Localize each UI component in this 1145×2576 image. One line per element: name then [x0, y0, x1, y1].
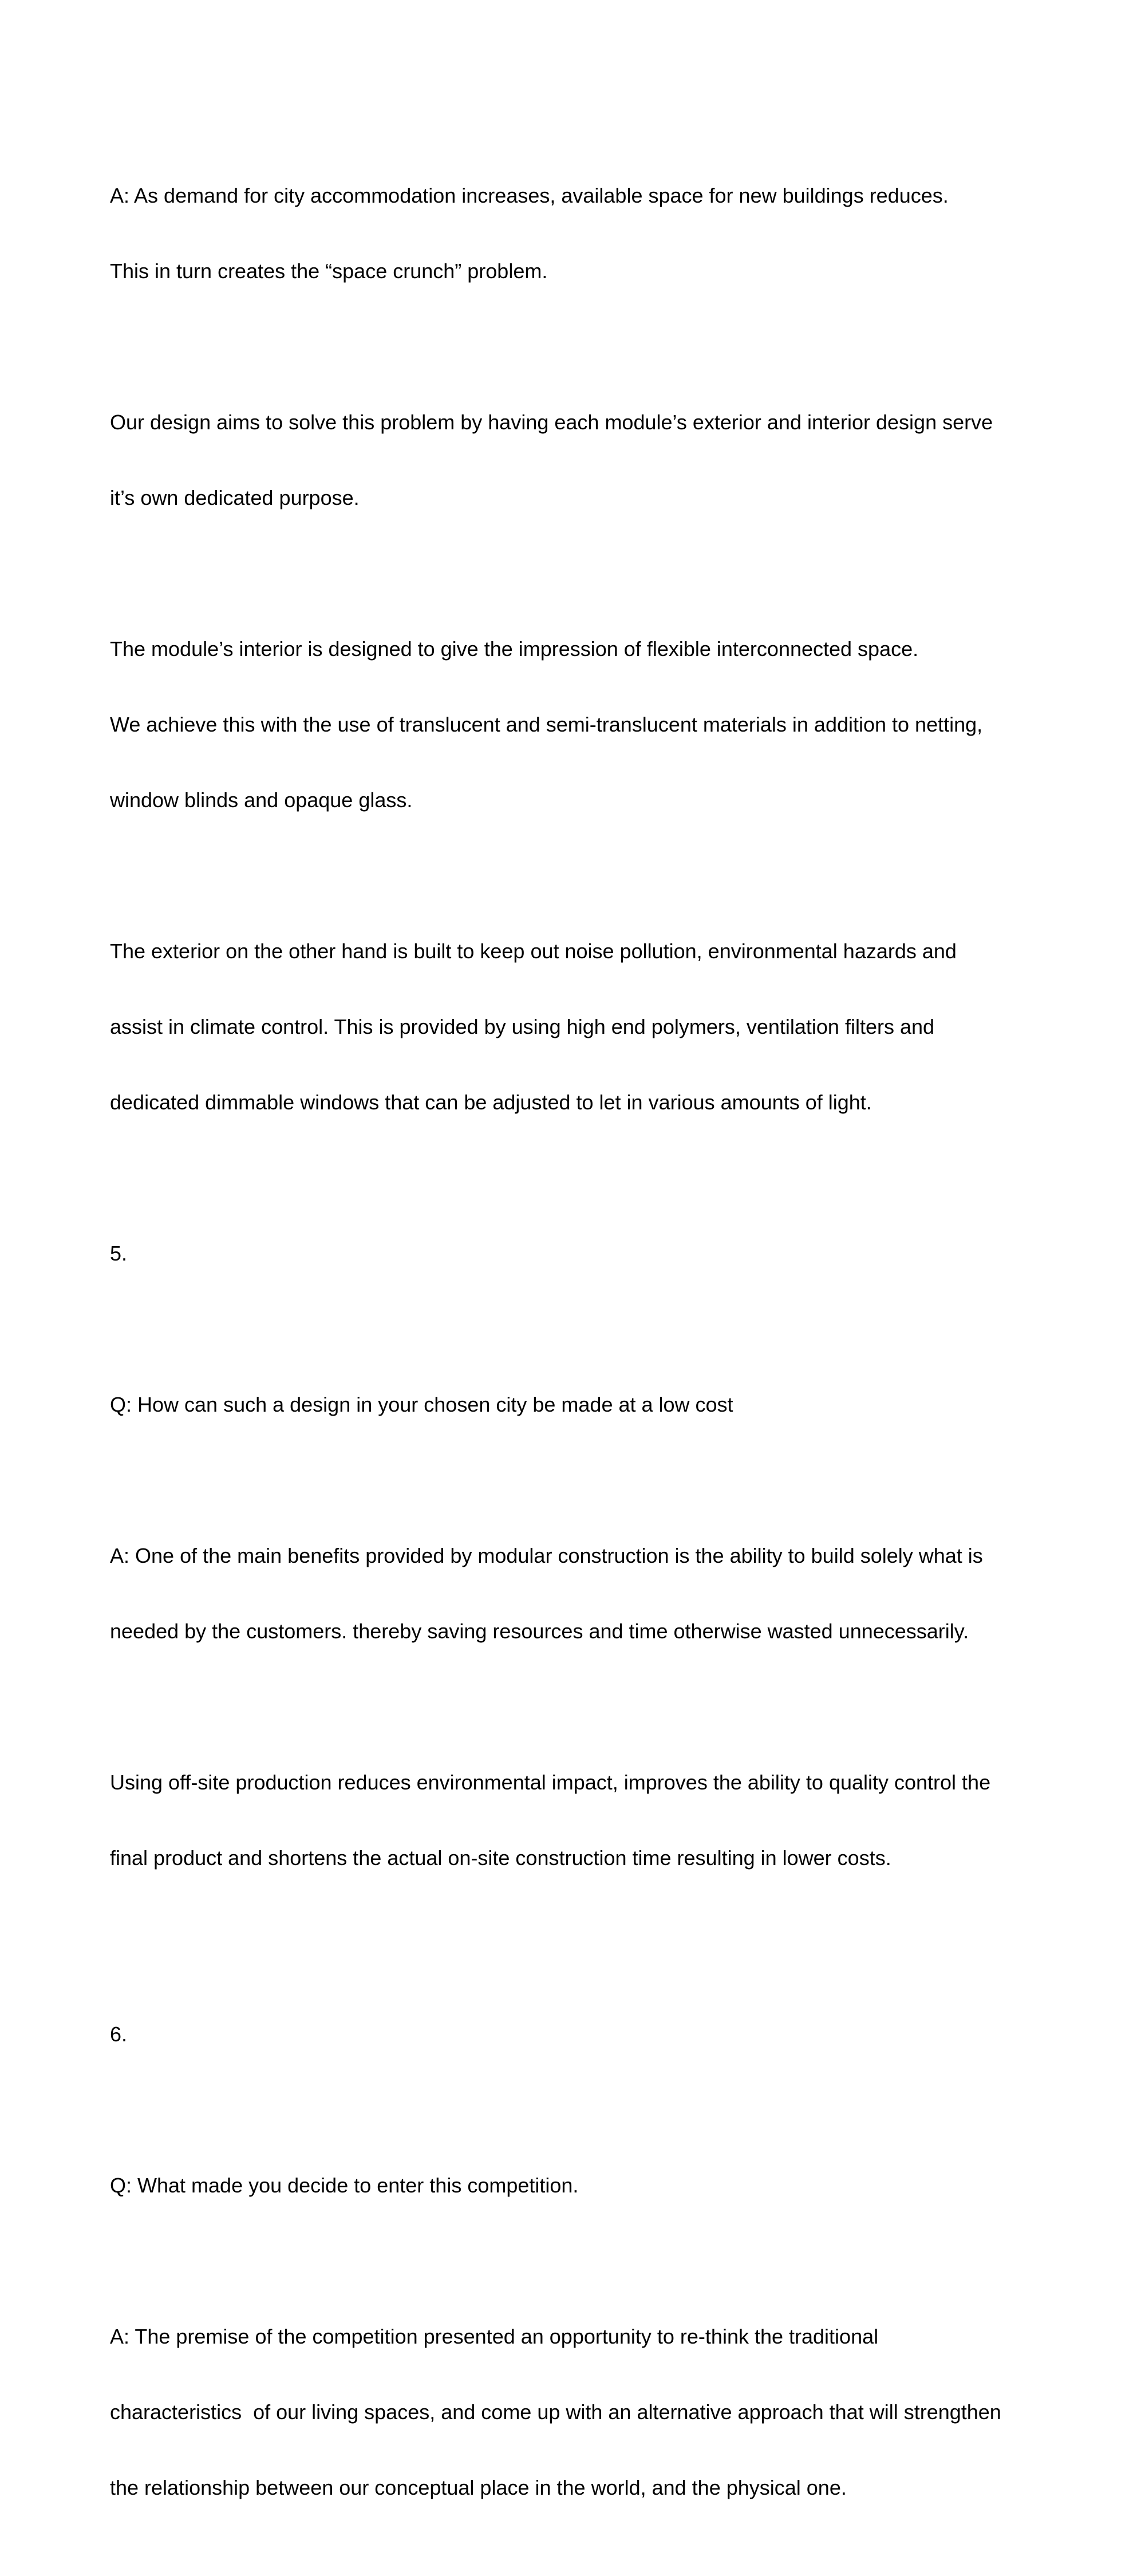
text-line: 5.	[110, 1242, 128, 1265]
text-line: A: As demand for city accommodation increases, available space for new buildings reduces.	[110, 184, 949, 207]
text-line: A: One of the main benefits provided by modular construction is the ability to build solely what is	[110, 1544, 983, 1567]
answer-exterior	[110, 888, 1049, 1165]
text-line: The exterior on the other hand is built to keep out noise pollution, environmental hazards and	[110, 939, 957, 963]
text-line: Q: What made you decide to enter this competition.	[110, 2174, 579, 2197]
text-line: assist in climate control. This is provided by using high end polymers, ventilation filters and	[110, 1015, 935, 1038]
answer-modular-benefits	[110, 1493, 1049, 1694]
text-line: We achieve this with the use of translucent and semi-translucent materials in addition to netting,	[110, 713, 983, 736]
question-competition	[110, 2123, 1049, 2249]
document-page	[110, 133, 1049, 2576]
text-line: Q: How can such a design in your chosen city be made at a low cost	[110, 1393, 733, 1416]
text-line: it’s own dedicated purpose.	[110, 486, 360, 509]
answer-interior	[110, 586, 1049, 863]
answer-off-site	[110, 1720, 1049, 1921]
section-number-6	[110, 1971, 1049, 2097]
text-line: Using off-site production reduces environmental impact, improves the ability to quality control the	[110, 1771, 991, 1794]
text-line: 6.	[110, 2022, 128, 2046]
text-line: This in turn creates the “space crunch” problem.	[110, 259, 548, 283]
text-line: the relationship between our conceptual place in the world, and the physical one.	[110, 2476, 847, 2499]
text-line: characteristics of our living spaces, and come up with an alternative approach that will strengthen	[110, 2400, 1001, 2424]
text-line: needed by the customers. thereby saving resources and time otherwise wasted unnecessarily.	[110, 1619, 969, 1643]
section-number-5	[110, 1191, 1049, 1317]
answer-design-aim	[110, 359, 1049, 561]
text-line: A: The premise of the competition presented an opportunity to re-think the traditional	[110, 2325, 879, 2348]
text-line: dedicated dimmable windows that can be adjusted to let in various amounts of light.	[110, 1091, 872, 1114]
text-line: window blinds and opaque glass.	[110, 788, 413, 812]
question-low-cost	[110, 1342, 1049, 1468]
text-line: Our design aims to solve this problem by having each module’s exterior and interior design serve	[110, 410, 993, 434]
answer-space-crunch	[110, 133, 1049, 334]
text-line: final product and shortens the actual on-site construction time resulting in lower costs.	[110, 1846, 891, 1870]
text-line: The module’s interior is designed to give the impression of flexible interconnected space.	[110, 637, 919, 661]
answer-competition	[110, 2274, 1049, 2551]
